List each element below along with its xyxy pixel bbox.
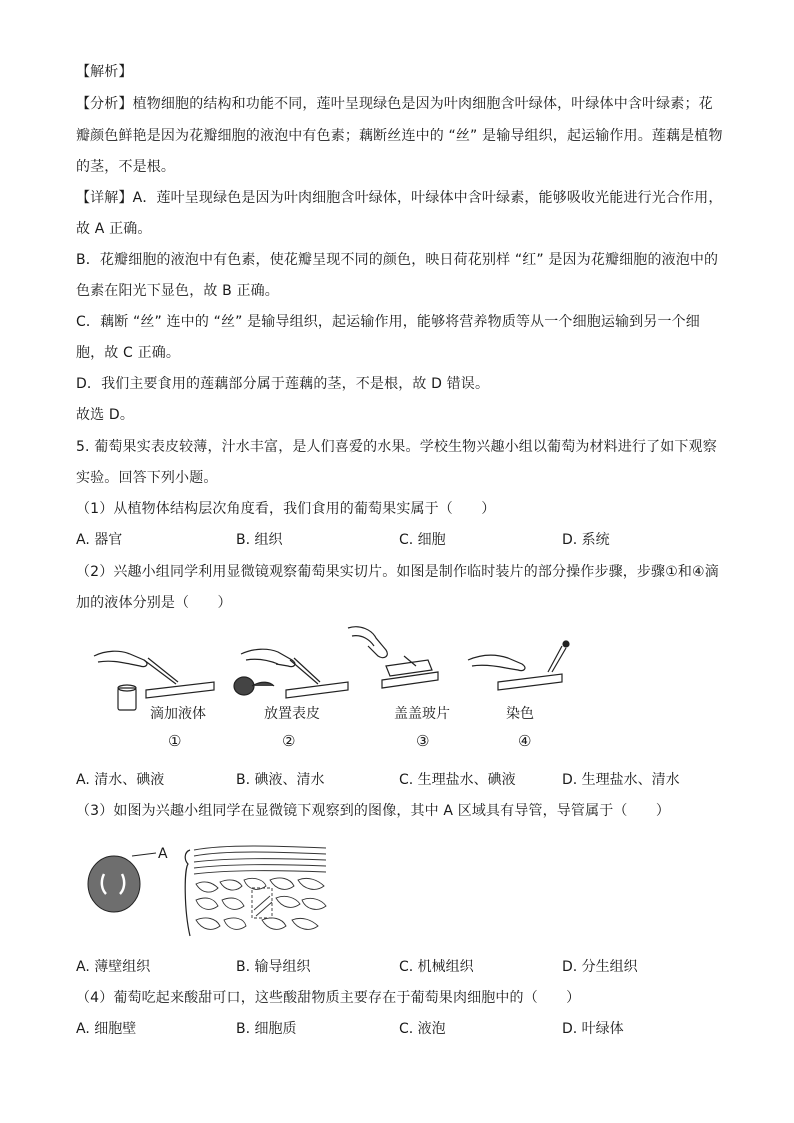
option-c[interactable]: C. 细胞: [399, 532, 446, 548]
option-c[interactable]: C. 生理盐水、碘液: [399, 772, 516, 788]
region-label-a: A: [158, 846, 168, 862]
option-b[interactable]: B. 碘液、清水: [236, 772, 325, 788]
step-number: ④: [518, 732, 532, 750]
detail-text: 【详解】A．莲叶呈现绿色是因为叶肉细胞含叶绿体，叶绿体中含叶绿素，能够吸收光能进行光合作用，: [76, 190, 723, 206]
coverslip-illustration: [348, 627, 438, 688]
forceps-illustration: [241, 649, 348, 698]
options-q2: [76, 770, 722, 790]
detail-text: 故 A 正确。: [76, 221, 152, 237]
step-caption: 放置表皮: [264, 706, 320, 722]
option-d[interactable]: D. 系统: [562, 532, 610, 548]
detail-text: C．藕断 “丝” 连中的 “丝” 是输导组织，起运输作用，能够将营养物质等从一个细胞运输到另一个细: [76, 314, 700, 330]
step-caption: 染色: [506, 706, 534, 722]
answer-text: 故选 D。: [76, 407, 134, 423]
fruit-cross-section: [88, 856, 140, 912]
step-number: ①: [168, 732, 182, 750]
detail-text: 胞，故 C 正确。: [76, 345, 181, 361]
step-caption: 盖盖玻片: [394, 706, 450, 722]
tissue-cells: [194, 846, 326, 929]
option-a[interactable]: A. 清水、碘液: [76, 772, 165, 788]
subquestion-3: （3）如图为兴趣小组同学在显微镜下观察到的图像，其中 A 区域具有导管，导管属于（ ）: [76, 803, 670, 819]
option-d[interactable]: D. 生理盐水、清水: [562, 772, 680, 788]
step-number: ②: [282, 732, 296, 750]
option-a[interactable]: A. 薄壁组织: [76, 959, 151, 975]
step-caption: 滴加液体: [150, 706, 206, 722]
subquestion-2: （2）兴趣小组同学利用显微镜观察葡萄果实切片。如图是制作临时装片的部分操作步骤，步骤①和④滴: [76, 564, 719, 580]
question-stem: 实验。回答下列小题。: [76, 470, 218, 486]
subquestion-1: （1）从植物体结构层次角度看，我们食用的葡萄果实属于（ ）: [76, 501, 496, 517]
option-c[interactable]: C. 液泡: [399, 1021, 446, 1037]
option-a[interactable]: A. 器官: [76, 532, 123, 548]
subquestion-2: 加的液体分别是（ ）: [76, 595, 232, 611]
step-number: ③: [416, 732, 430, 750]
detail-text: D．我们主要食用的莲藕部分属于莲藕的茎，不是根，故 D 错误。: [76, 376, 490, 392]
option-b[interactable]: B. 输导组织: [236, 959, 311, 975]
analysis-text: 瓣颜色鲜艳是因为花瓣细胞的液泡中有色素；藕断丝连中的 “丝” 是输导组织，起运输作用。莲藕是植物: [76, 128, 723, 144]
subquestion-4: （4）葡萄吃起来酸甜可口，这些酸甜物质主要存在于葡萄果肉细胞中的（ ）: [76, 990, 581, 1006]
detail-text: 色素在阳光下显色，故 B 正确。: [76, 283, 279, 299]
question-stem: 5. 葡萄果实表皮较薄，汁水丰富，是人们喜爱的水果。学校生物兴趣小组以葡萄为材料进行了如下观察: [76, 439, 717, 455]
analysis-text: 的茎，不是根。: [76, 159, 176, 175]
staining-illustration: [468, 641, 569, 690]
option-c[interactable]: C. 机械组织: [399, 959, 474, 975]
options-q1: [76, 530, 722, 550]
options-q3: [76, 957, 722, 977]
onion-icon: [234, 677, 254, 695]
options-q4: [76, 1019, 722, 1039]
slide-preparation-figure: [86, 620, 646, 752]
analysis-text: 【分析】植物细胞的结构和功能不同，莲叶呈现绿色是因为叶肉细胞含叶绿体，叶绿体中含叶绿素；花: [76, 96, 713, 112]
option-d[interactable]: D. 叶绿体: [562, 1021, 624, 1037]
option-b[interactable]: B. 细胞质: [236, 1021, 297, 1037]
dropper-illustration: [94, 651, 214, 710]
microscope-view-figure: [86, 840, 336, 945]
option-a[interactable]: A. 细胞壁: [76, 1021, 137, 1037]
detail-text: B．花瓣细胞的液泡中有色素，使花瓣呈现不同的颜色，映日荷花别样 “红” 是因为花瓣细胞的液泡中的: [76, 252, 719, 268]
analysis-heading: 【解析】: [76, 64, 133, 80]
option-d[interactable]: D. 分生组织: [562, 959, 638, 975]
option-b[interactable]: B. 组织: [236, 532, 283, 548]
